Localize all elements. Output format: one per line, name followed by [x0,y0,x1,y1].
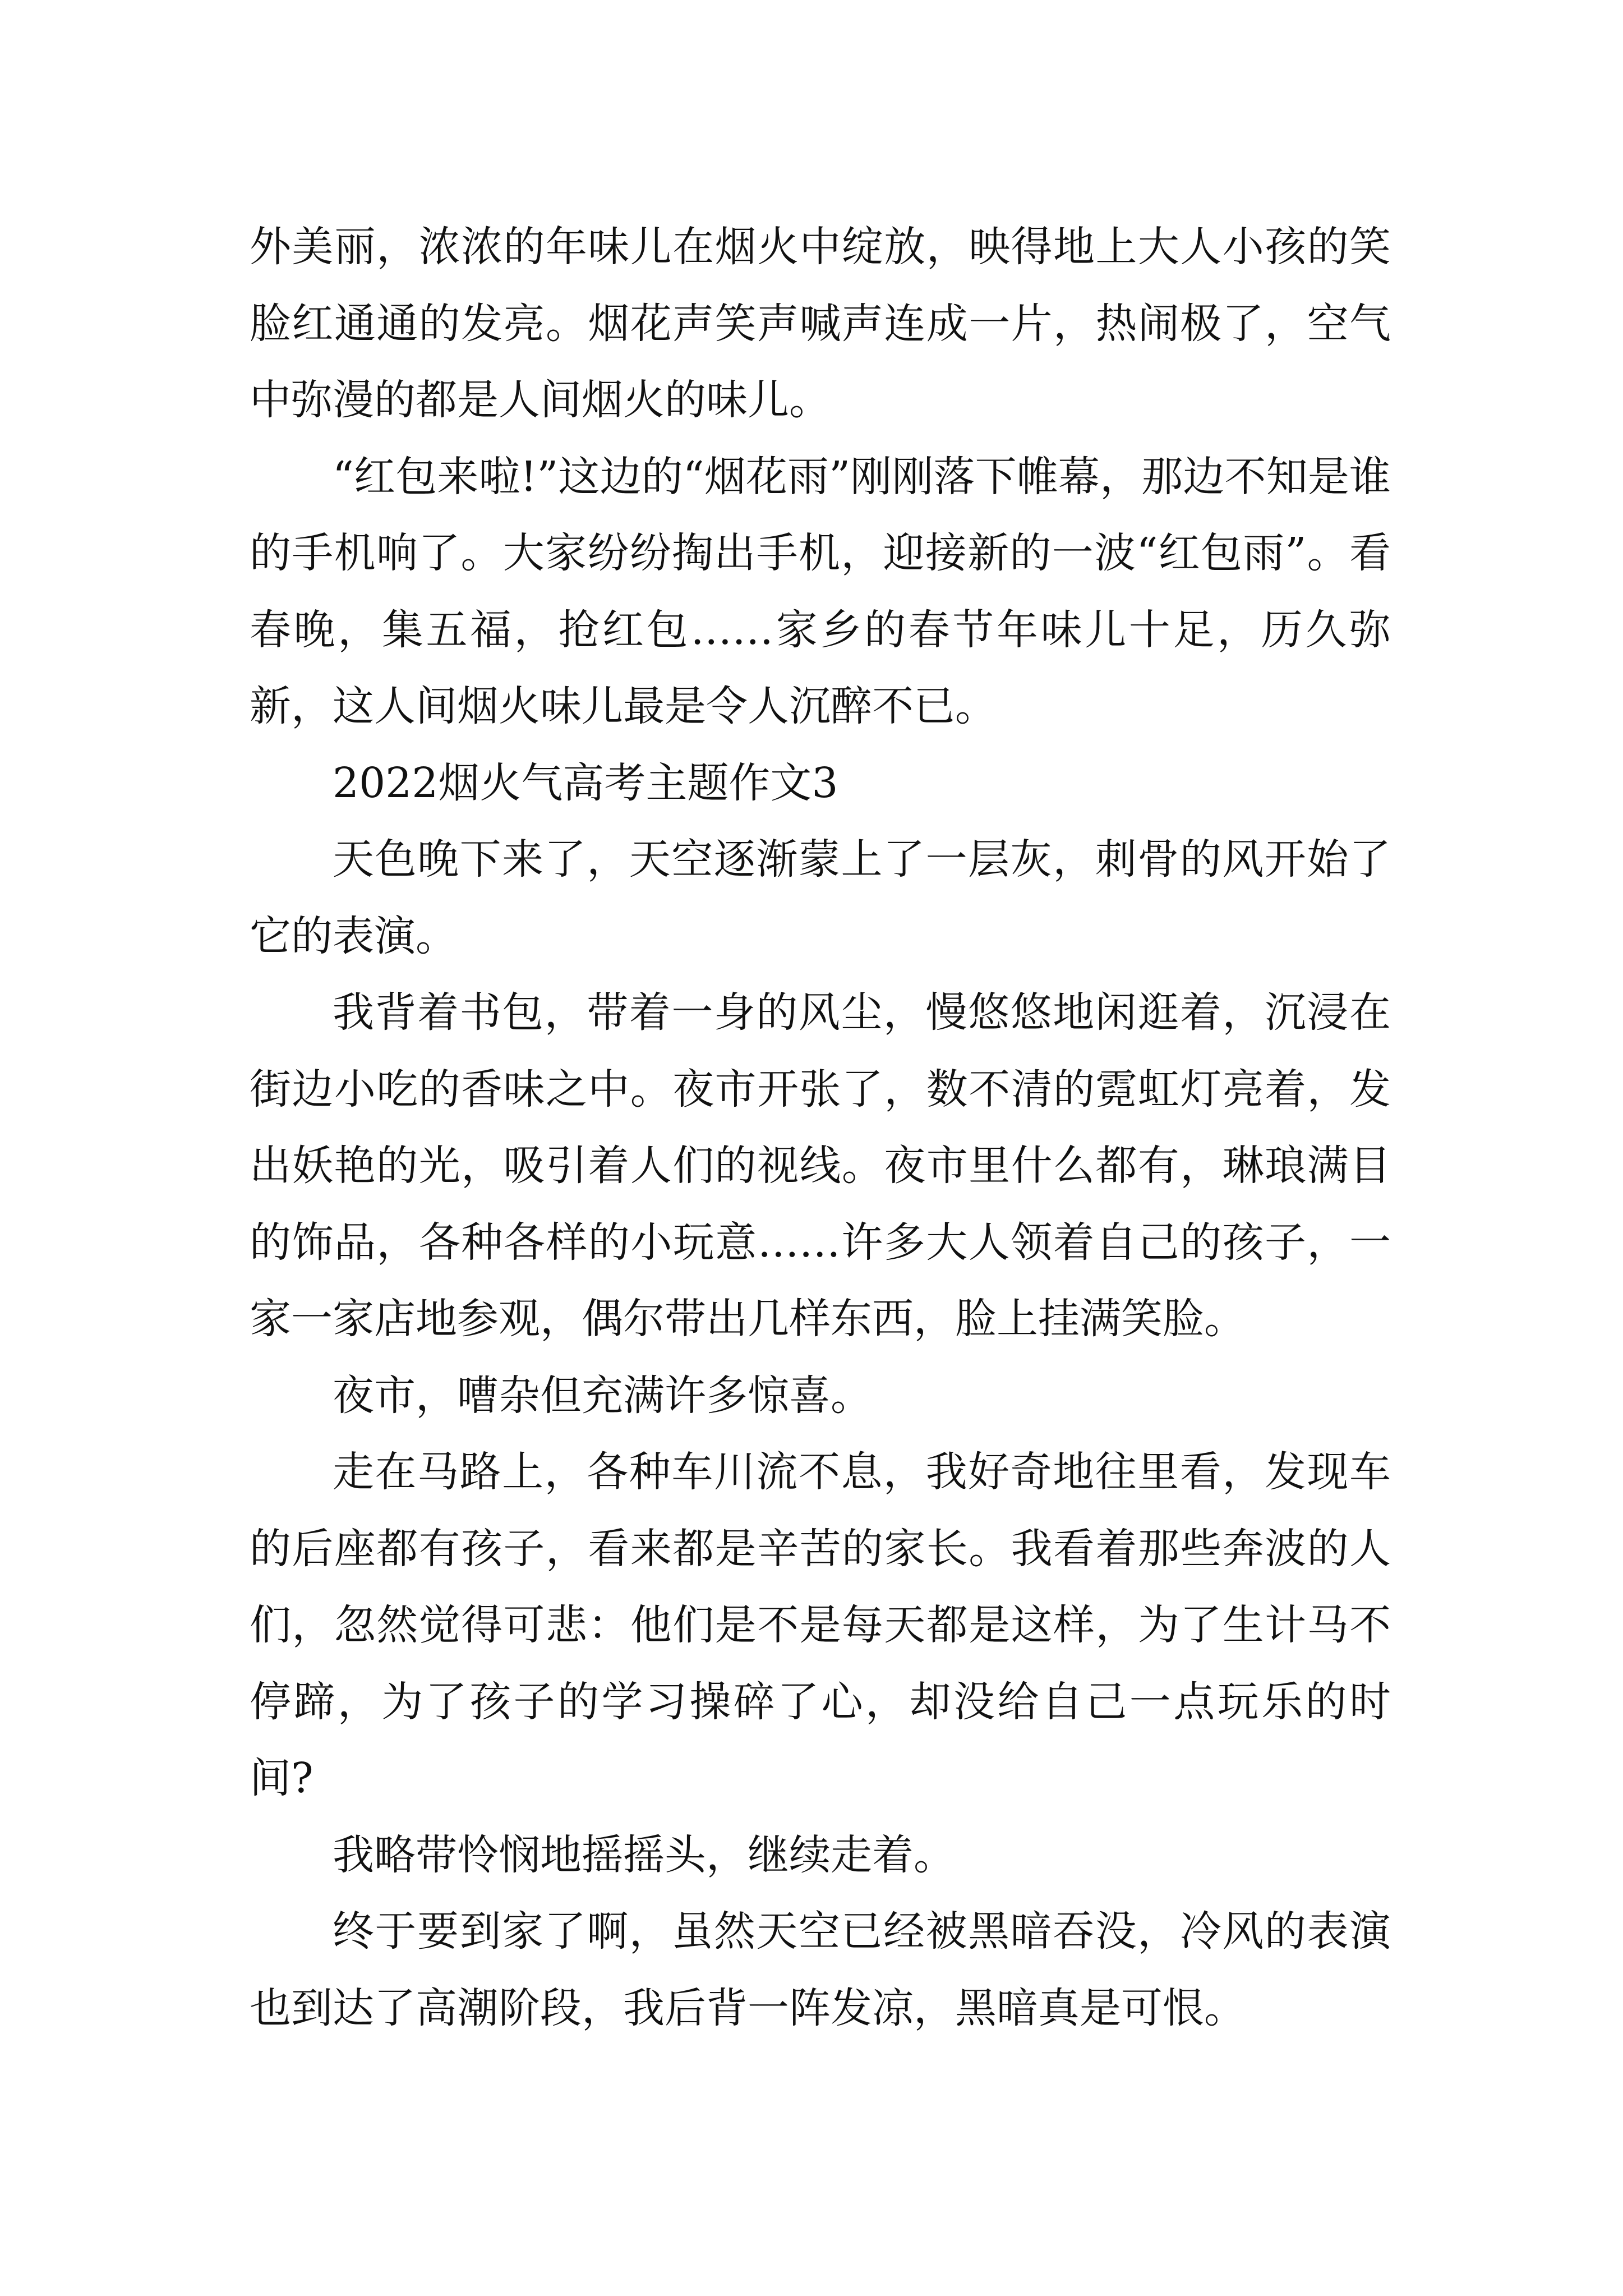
paragraph-continuation: 外美丽，浓浓的年味儿在烟火中绽放，映得地上大人小孩的笑脸红通通的发亮。烟花声笑声喊声连成一片，热闹极了，空气中弥漫的都是人间烟火的味儿。 [250,223,1391,424]
paragraph-night-market: 我背着书包，带着一身的风尘，慢悠悠地闲逛着，沉浸在街边小吃的香味之中。夜市开张了，数不清的霓虹灯亮着，发出妖艳的光，吸引着人们的视线。夜市里什么都有，琳琅满目的饰品，各种各样的小玩意……许多大人领着自己的孩子，一家一家店地参观，偶尔带出几样东西，脸上挂满笑脸。 [250,988,1391,1343]
paragraph-arrive-home: 终于要到家了啊，虽然天空已经被黑暗吞没，冷风的表演也到达了高潮阶段，我后背一阵发凉，黑暗真是可恨。 [250,1907,1391,2032]
paragraph-dusk: 天色晚下来了，天空逐渐蒙上了一层灰，刺骨的风开始了它的表演。 [250,835,1391,960]
essay-heading: 2022烟火气高考主题作文3 [333,758,838,807]
document-body [250,209,1391,2046]
paragraph-road: 走在马路上，各种车川流不息，我好奇地往里看，发现车的后座都有孩子，看来都是辛苦的家长。我看着那些奔波的人们，忽然觉得可悲：他们是不是每天都是这样，为了生计马不停蹄，为了孩子的学习操碎了心，却没给自己一点玩乐的时间? [250,1448,1391,1802]
paragraph-market-surprise: 夜市，嘈杂但充满许多惊喜。 [333,1371,872,1420]
paragraph-shake-head: 我略带怜悯地摇摇头，继续走着。 [333,1830,955,1879]
paragraph-red-envelope: “红包来啦!”这边的“烟花雨”刚刚落下帷幕，那边不知是谁的手机响了。大家纷纷掏出手机，迎接新的一波“红包雨”。看春晚，集五福，抢红包……家乡的春节年味儿十足，历久弥新，这人间烟火味儿最是令人沉醉不已。 [250,452,1391,730]
